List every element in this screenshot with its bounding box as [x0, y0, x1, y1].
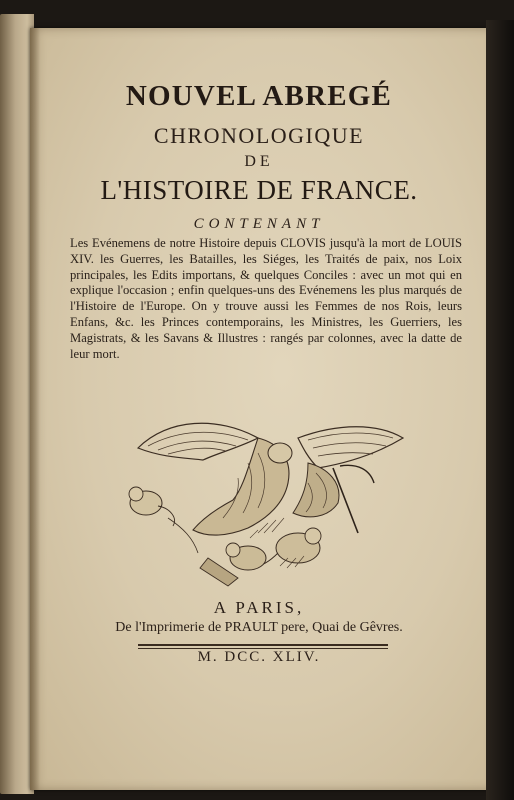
- drapery: [293, 463, 339, 517]
- imprint-place: A PARIS,: [213, 598, 305, 617]
- imprint-printer: De l'Imprimerie de PRAULT pere, Quai de Gêvres.: [115, 620, 403, 635]
- double-rule-top: [138, 644, 388, 646]
- cherub-lower: [226, 543, 266, 570]
- engraved-vignette-illustration: [108, 408, 408, 598]
- title-line-2: CHRONOLOGIQUE: [153, 123, 365, 148]
- title-line-4: L'HISTOIRE DE FRANCE.: [100, 175, 418, 205]
- figure-head: [268, 443, 292, 463]
- imprint-date: M. DCC. XLIV.: [197, 649, 321, 665]
- cherub-left: [129, 487, 175, 526]
- background-shadow: [486, 20, 514, 800]
- title-line-3: DE: [244, 153, 274, 170]
- title-page: [30, 28, 488, 790]
- facing-page-edge: [0, 14, 34, 794]
- description-paragraph: Les Evénemens de notre Histoire depuis CLOVIS jusqu'à la mort de LOUIS XIV. les Guerres, les Batailles, les Siéges, les Traités de paix, nos Loix principales, les Edits importans, & quelques Conciles : avec un mot qui en explique l'occasion ; enfin quelques-uns des Evénemens les plus marqués de l'Histoire de l'Europe. On y trouve aussi les Femmes de nos Rois, leurs Enfans, &c. les Princes contemporains, les Ministres, les Guerriers, les Magistrats, & les Savans & Illustres : rangés par colonnes, avec la datte de leur mort.: [70, 236, 462, 361]
- subtitle: CONTENANT: [193, 216, 325, 232]
- title-line-1: NOUVEL ABREGÉ: [125, 80, 393, 112]
